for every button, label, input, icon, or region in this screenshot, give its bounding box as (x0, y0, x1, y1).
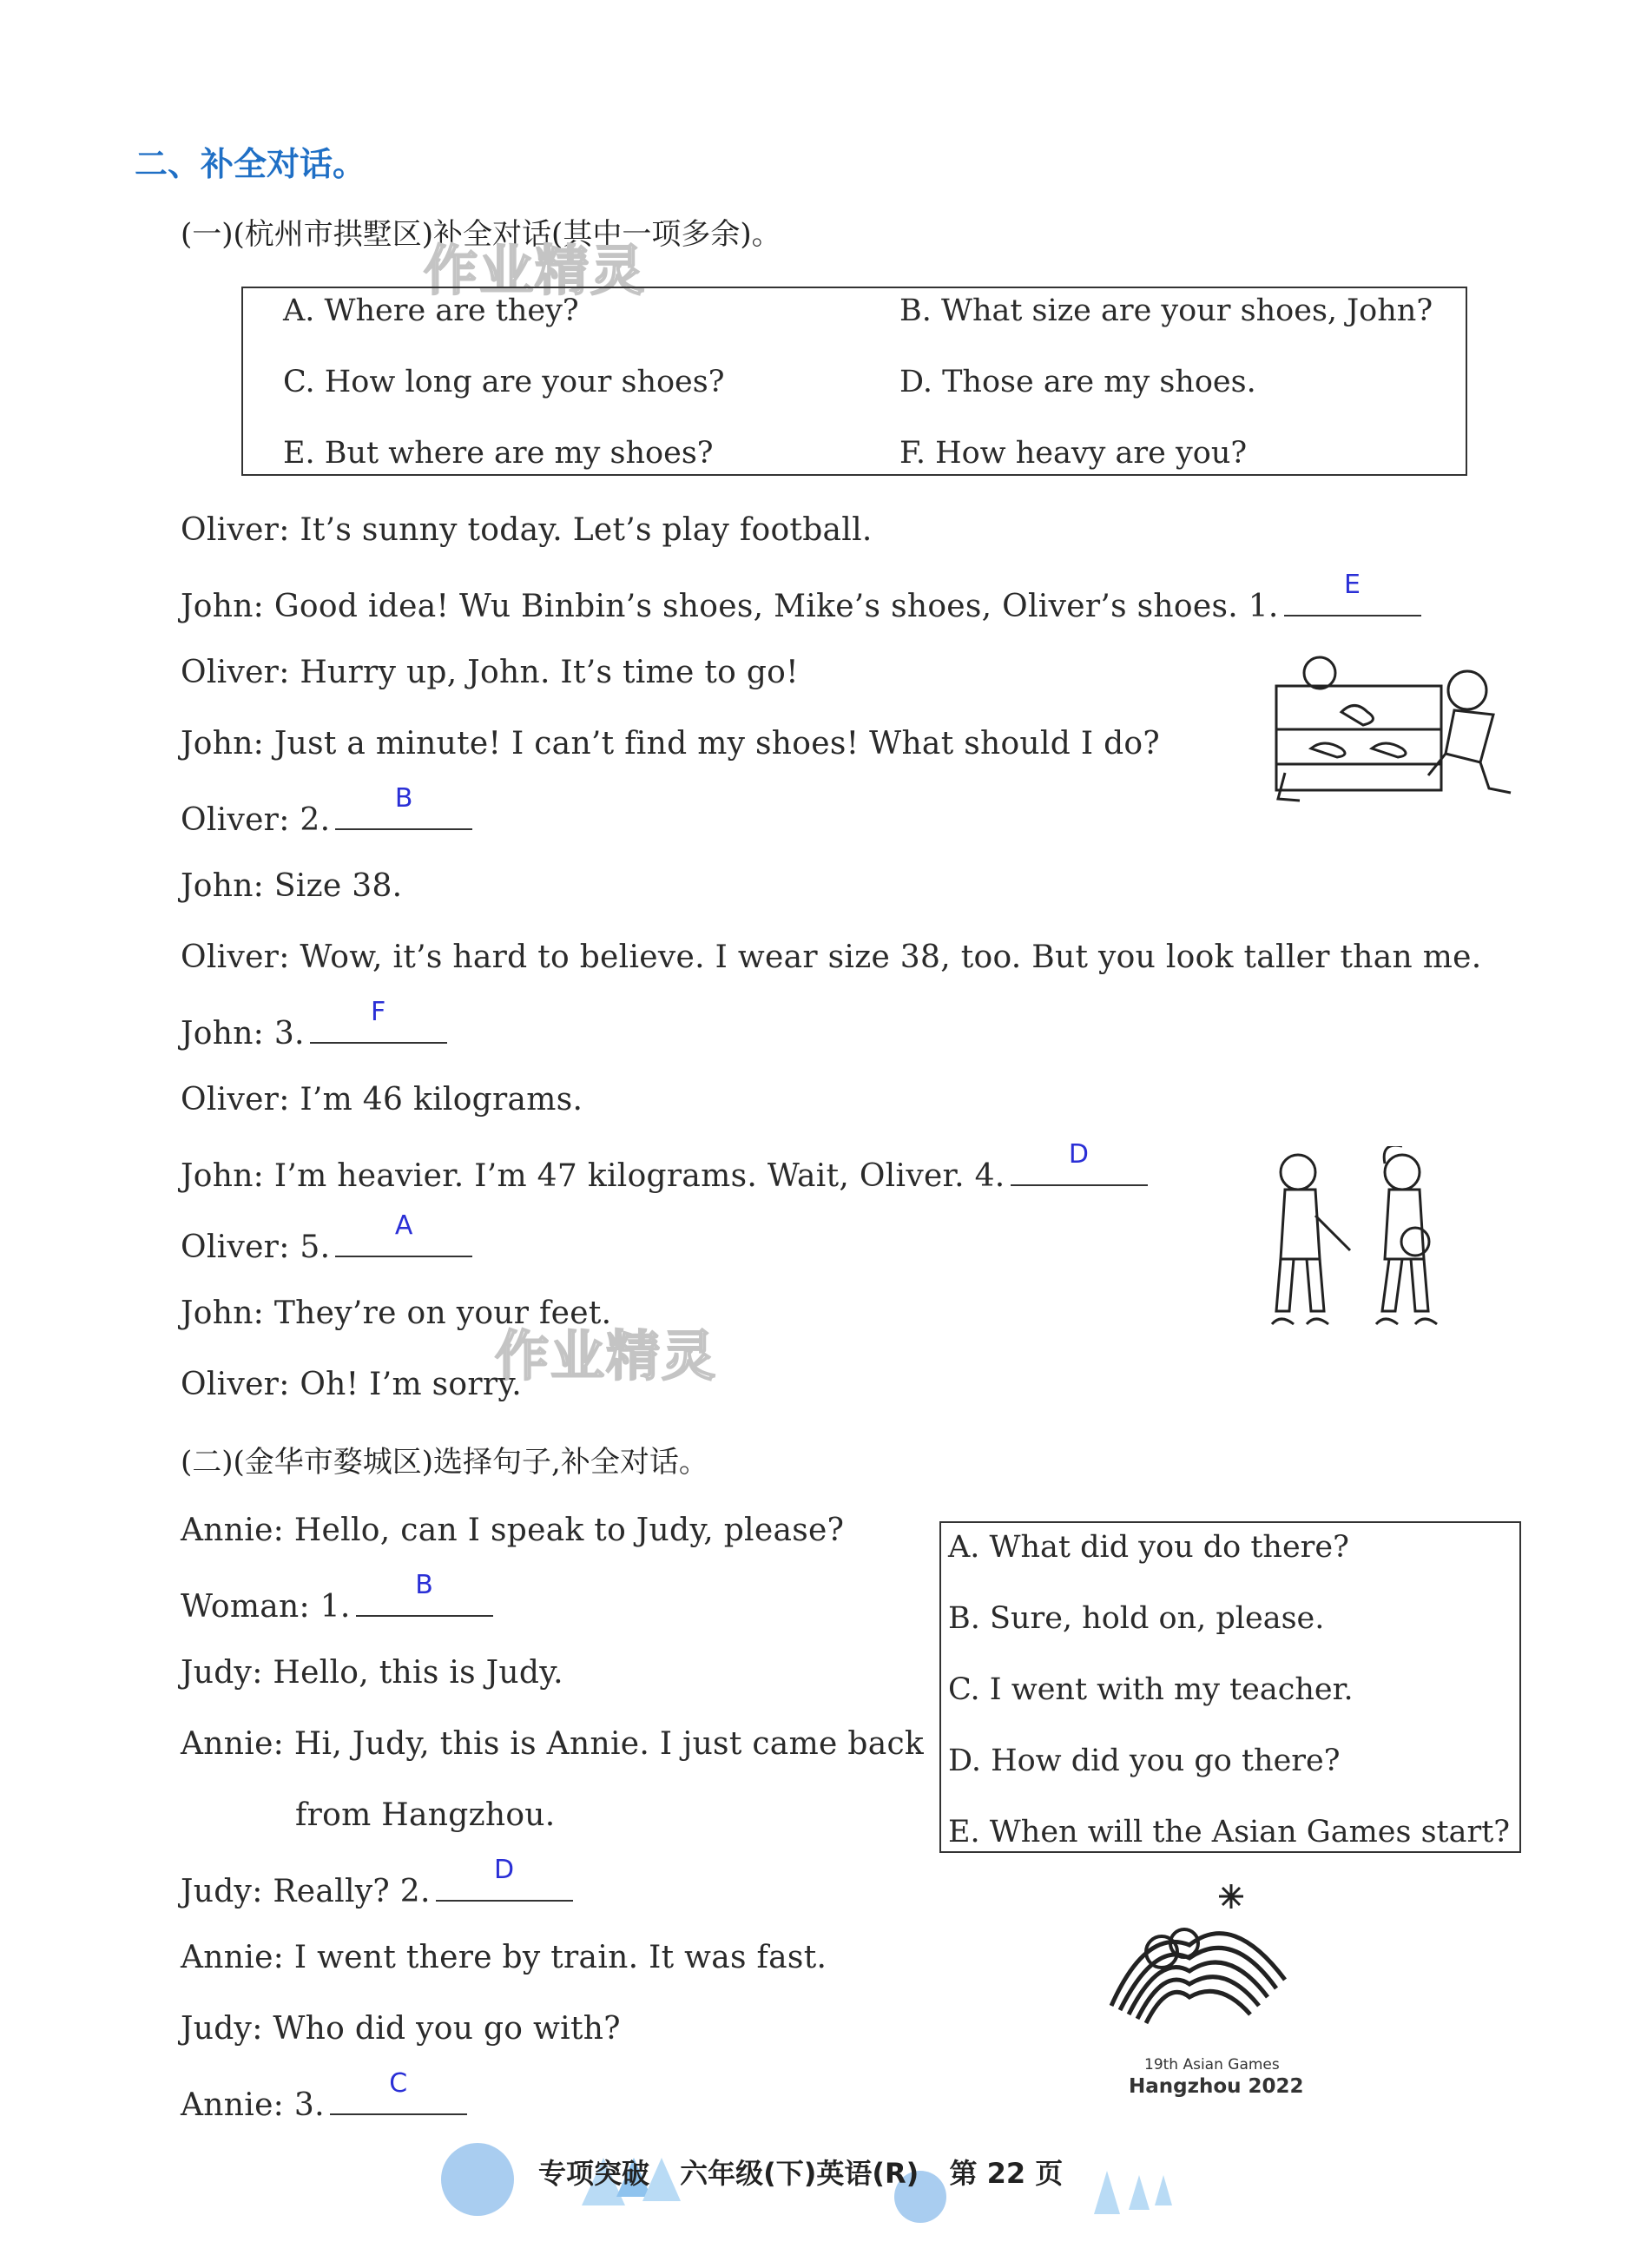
p2-line-7: Judy: Who did you go with? (181, 2011, 621, 2047)
p1-line-3: Oliver: Hurry up, John. It’s time to go! (181, 655, 799, 690)
part1-option-f: F. How heavy are you? (899, 436, 1248, 471)
p2-answer-1: B (415, 1570, 434, 1600)
watermark: 作业精灵 (495, 1324, 718, 1388)
watermark: 作业精灵 (424, 239, 647, 302)
logo-caption-city: Hangzhou 2022 (1129, 2075, 1304, 2098)
p1-line-9: Oliver: I’m 46 kilograms. (181, 1082, 583, 1118)
p2-blank-2[interactable] (436, 1855, 573, 1902)
p1-answer-4: D (1068, 1139, 1090, 1170)
p2-line-4-cont: from Hangzhou. (295, 1797, 556, 1833)
p1-line-11: Oliver: 5. A (181, 1224, 472, 1265)
part2-option-b: B. Sure, hold on, please. (948, 1601, 1325, 1636)
p1-answer-2: B (394, 783, 413, 814)
part2-option-d: D. How did you go there? (948, 1744, 1341, 1778)
p1-answer-5: A (394, 1210, 413, 1241)
footer (538, 2152, 1084, 2192)
p1-blank-3[interactable] (310, 997, 447, 1044)
part1-option-c: C. How long are your shoes? (283, 365, 725, 399)
p2-answer-2: D (494, 1855, 515, 1885)
p2-line-8: Annie: 3. C (181, 2082, 467, 2123)
p1-line-7: Oliver: Wow, it’s hard to believe. I wear size 38, too. But you look taller than me. (181, 940, 1482, 975)
p1-line-5: Oliver: 2. B (181, 797, 472, 838)
footer-page-number: 第 22 页 (949, 2157, 1064, 2190)
p1-line-2: John: Good idea! Wu Binbin’s shoes, Mike’s shoes, Oliver’s shoes. 1. E (181, 583, 1421, 624)
part1-title: (一)(杭州市拱墅区)补全对话(其中一项多余)。 (181, 217, 781, 252)
p1-blank-2[interactable] (335, 783, 472, 830)
p1-blank-1[interactable] (1284, 570, 1421, 616)
p2-blank-1[interactable] (356, 1570, 493, 1617)
part2-option-a: A. What did you do there? (948, 1530, 1349, 1565)
section-title: 二、补全对话。 (135, 145, 366, 183)
p1-line-13: Oliver: Oh! I’m sorry. (181, 1367, 522, 1402)
part2-option-e: E. When will the Asian Games start? (948, 1815, 1511, 1849)
p2-line-3: Judy: Hello, this is Judy. (181, 1655, 563, 1691)
part1-options-box (241, 287, 1467, 476)
p1-line-1: Oliver: It’s sunny today. Let’s play football. (181, 512, 873, 548)
p1-blank-4[interactable] (1011, 1139, 1148, 1186)
footer-grade: 六年级(下)英语(R) (680, 2157, 919, 2190)
shoe-rack-illustration (1268, 651, 1528, 808)
p2-line-5: Judy: Really? 2. D (181, 1869, 573, 1909)
footer-book: 专项突破 (538, 2157, 650, 2190)
p1-answer-1: E (1344, 570, 1361, 600)
logo-caption: 19th Asian Games (1144, 2056, 1280, 2074)
part2-title: (二)(金华市婺城区)选择句子,补全对话。 (181, 1445, 708, 1480)
p2-line-1: Annie: Hello, can I speak to Judy, please? (181, 1513, 845, 1548)
p2-line-6: Annie: I went there by train. It was fast. (181, 1940, 827, 1975)
part1-option-d: D. Those are my shoes. (899, 365, 1256, 399)
part2-options-box (939, 1521, 1521, 1853)
part2-option-c: C. I went with my teacher. (948, 1672, 1354, 1707)
two-boys-illustration (1259, 1146, 1459, 1381)
p1-line-10: John: I’m heavier. I’m 47 kilograms. Wait, Oliver. 4. D (181, 1153, 1148, 1194)
part1-option-b: B. What size are your shoes, John? (899, 293, 1433, 328)
p2-line-2: Woman: 1. B (181, 1584, 493, 1625)
p1-line-8: John: 3. F (181, 1011, 447, 1052)
p2-line-4: Annie: Hi, Judy, this is Annie. I just came back (181, 1726, 925, 1762)
p1-line-12: John: They’re on your feet. (181, 1296, 612, 1331)
p1-answer-3: F (371, 997, 386, 1027)
part1-option-e: E. But where are my shoes? (283, 436, 714, 471)
asian-games-logo (1094, 1876, 1320, 2058)
part1-option-a: A. Where are they? (283, 293, 579, 328)
p2-answer-3: C (389, 2068, 408, 2099)
p1-line-4: John: Just a minute! I can’t find my shoes! What should I do? (181, 726, 1161, 761)
p1-line-6: John: Size 38. (181, 868, 403, 904)
p1-blank-5[interactable] (335, 1210, 472, 1257)
